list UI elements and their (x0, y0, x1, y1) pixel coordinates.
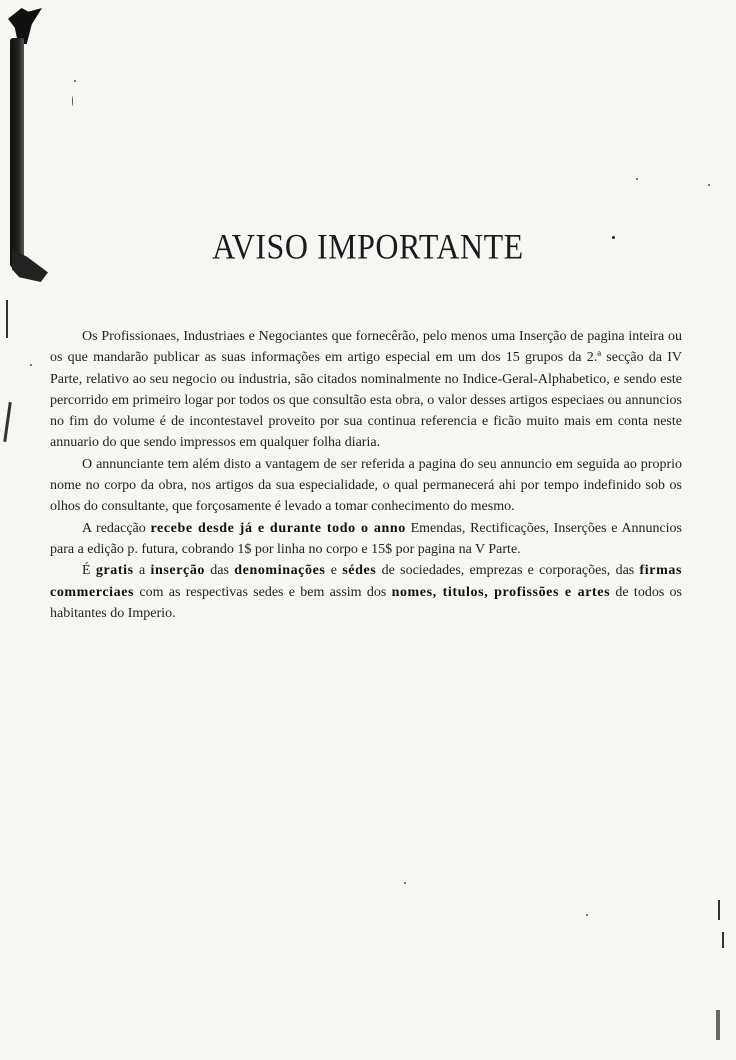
paragraph-text: com as respectivas sedes e bem assim dos (134, 584, 392, 600)
scan-edge-mark (716, 1010, 720, 1040)
emphasis-text: gratis (95, 563, 134, 579)
emphasis-text: denominações (234, 563, 326, 579)
paragraph-text: a (133, 563, 151, 579)
notice-paragraph (50, 454, 682, 518)
paragraph-text: O annunciante tem além disto a vantagem de ser referida a pagina do seu annuncio em seguida ao proprio nome no corpo da obra, nos artigos da sua especialidade, o qual permanecerá ahi por tempo indefinido sob os olhos do consultante, que forçosamente é levado a tomar conhecimento do mesmo. (50, 456, 682, 515)
paragraph-text: das (205, 563, 235, 579)
scan-speck (74, 80, 76, 82)
paragraph-text: É (82, 563, 96, 579)
scan-speck (586, 914, 588, 916)
notice-title: AVISO IMPORTANTE (212, 225, 524, 267)
emphasis-text: inserção (150, 563, 206, 579)
paragraph-text: A redacção (82, 520, 151, 536)
scan-speck (30, 364, 32, 366)
scan-speck (708, 184, 710, 186)
scan-speck (404, 882, 406, 884)
emphasis-text: sédes (342, 563, 377, 579)
paragraph-text: Emendas, Rectificações, Inserções e Annuncios para a edição p. futura, cobrando 1$ por linha no corpo e 15$ por pagina na V Parte. (50, 520, 682, 557)
notice-paragraph (50, 326, 682, 454)
notice-paragraph (50, 560, 682, 624)
scan-edge-mark (718, 900, 720, 920)
notice-paragraph (50, 518, 682, 561)
emphasis-text: firmas commerciaes (50, 563, 683, 600)
paragraph-text: Os Profissionaes, Industriaes e Negociantes que fornecêrão, pelo menos uma Inserção de pagina inteira ou os que mandarão publicar as suas informações em artigo especial em um dos 15 grupos da 2.ª secção da IV Parte, relativo ao seu negocio ou industria, são citados nominalmente no Indice-Geral-Alphabetico, e sendo este percorrido em primeiro logar por todos os que consultão esta obra, o valor desses artigos especiaes ou annuncios no fim do volume é de incontestavel proveito por sua continua referencia e ficão muito mais em conta neste annuario do que sendo impressos em qualquer folha diaria. (50, 329, 682, 451)
paragraph-text: de todos os habitantes do Imperio. (50, 584, 682, 621)
paragraph-text: e (325, 563, 343, 579)
scan-edge-mark (6, 300, 8, 338)
scan-edge-mark (3, 402, 12, 442)
notice-body (50, 326, 682, 624)
scan-speck (636, 178, 638, 180)
scan-speck (72, 96, 73, 106)
emphasis-text: nomes, titulos, profissões e artes (391, 584, 611, 600)
scan-edge-mark (722, 932, 724, 948)
paragraph-text: de sociedades, emprezas e corporações, das (376, 563, 640, 579)
emphasis-text: recebe desde já e durante todo o anno (150, 520, 406, 536)
